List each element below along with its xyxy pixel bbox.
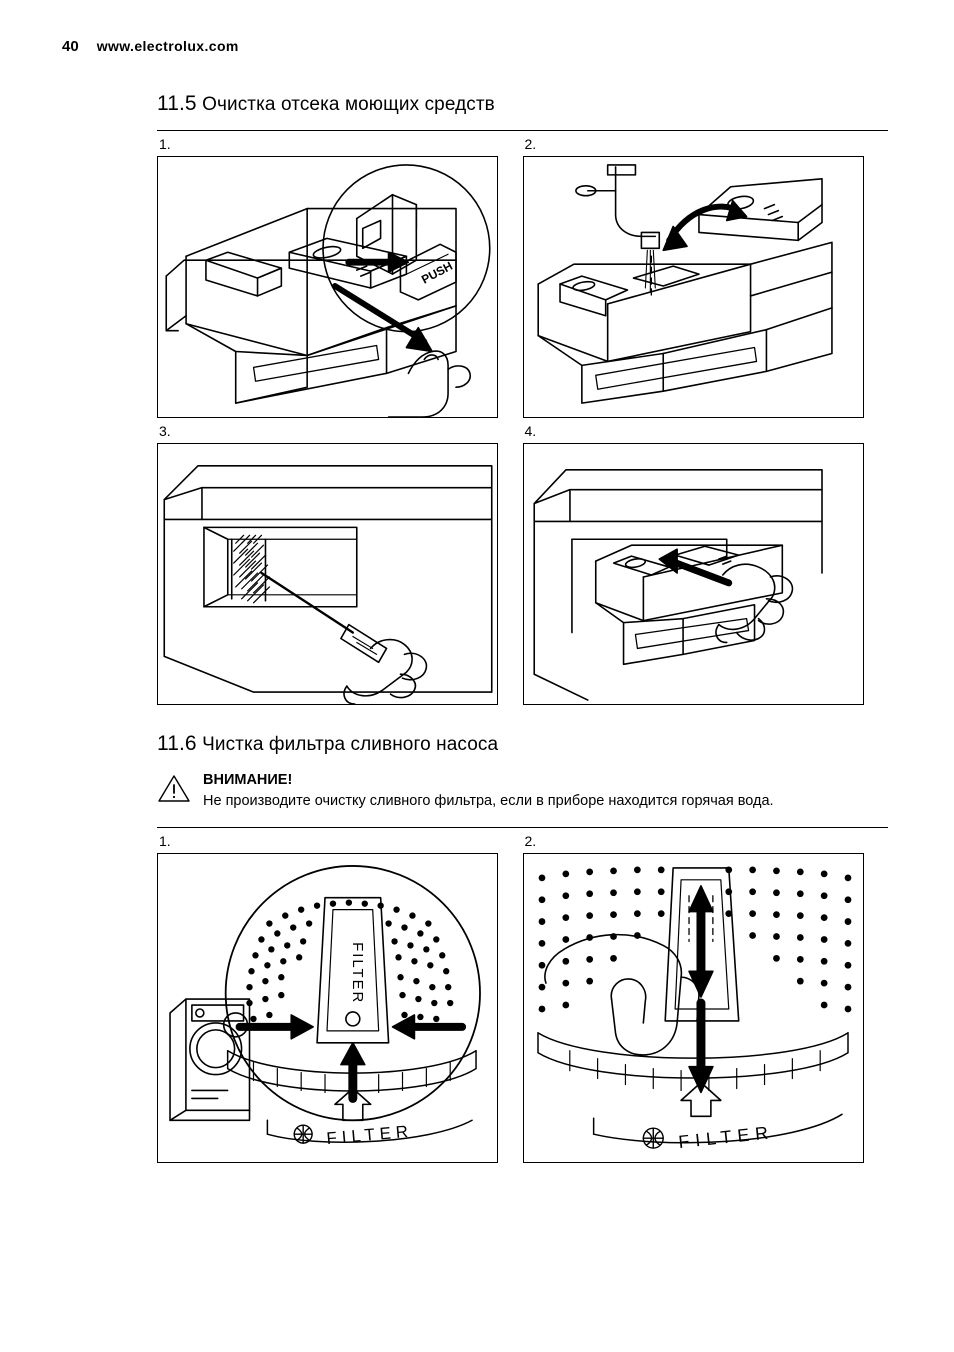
figure-image-4 xyxy=(523,443,864,705)
figure-label-4: 4. xyxy=(524,423,537,439)
figure-image-5 xyxy=(157,853,498,1163)
figure-cell-4 xyxy=(523,418,889,705)
section-number-11-6: 11.6 xyxy=(157,732,197,755)
warning-body xyxy=(203,771,774,811)
page-number: 40 xyxy=(62,38,79,55)
push-art-label: PUSH xyxy=(419,258,455,287)
figure-label-6: 2. xyxy=(524,833,537,850)
figure-image-2 xyxy=(523,156,864,418)
site-url: www.electrolux.com xyxy=(96,38,239,54)
figure-cell-1 xyxy=(157,131,523,418)
page-header xyxy=(62,38,239,55)
warning-block xyxy=(157,771,888,811)
figure-image-6 xyxy=(523,853,864,1163)
figure-label-5: 1. xyxy=(159,833,171,850)
figure-cell-6 xyxy=(523,828,889,1163)
section-heading-11-6: Чистка фильтра сливного насоса xyxy=(202,734,499,755)
filter-vertical-art-label: FILTER xyxy=(348,942,365,1005)
figure-label-1: 1. xyxy=(159,136,171,152)
figure-cell-3 xyxy=(157,418,523,705)
figure-image-3 xyxy=(157,443,498,705)
figure-grid-11-6 xyxy=(157,828,888,1163)
figure-cell-5 xyxy=(157,828,523,1163)
section-title-11-5 xyxy=(157,92,888,116)
figure-label-3: 3. xyxy=(159,423,171,439)
figure-image-1 xyxy=(157,156,498,418)
filter-horizontal-art-label-2: FILTER xyxy=(676,1122,775,1153)
page-content xyxy=(157,92,888,1163)
section-title-11-6 xyxy=(157,731,888,757)
figure-grid-11-5 xyxy=(157,131,888,705)
section-heading-11-5: Очистка отсека моющих средств xyxy=(202,94,495,115)
filter-horizontal-art-label-1: FILTER xyxy=(325,1121,414,1149)
warning-triangle-icon xyxy=(157,771,191,811)
figure-cell-2 xyxy=(523,131,889,418)
warning-title: ВНИМАНИЕ! xyxy=(203,772,293,789)
figure-label-2: 2. xyxy=(524,136,537,152)
warning-text: Не производите очистку сливного фильтра, если в приборе находится горячая вода. xyxy=(203,792,774,809)
section-number-11-5: 11.5 xyxy=(157,92,197,115)
